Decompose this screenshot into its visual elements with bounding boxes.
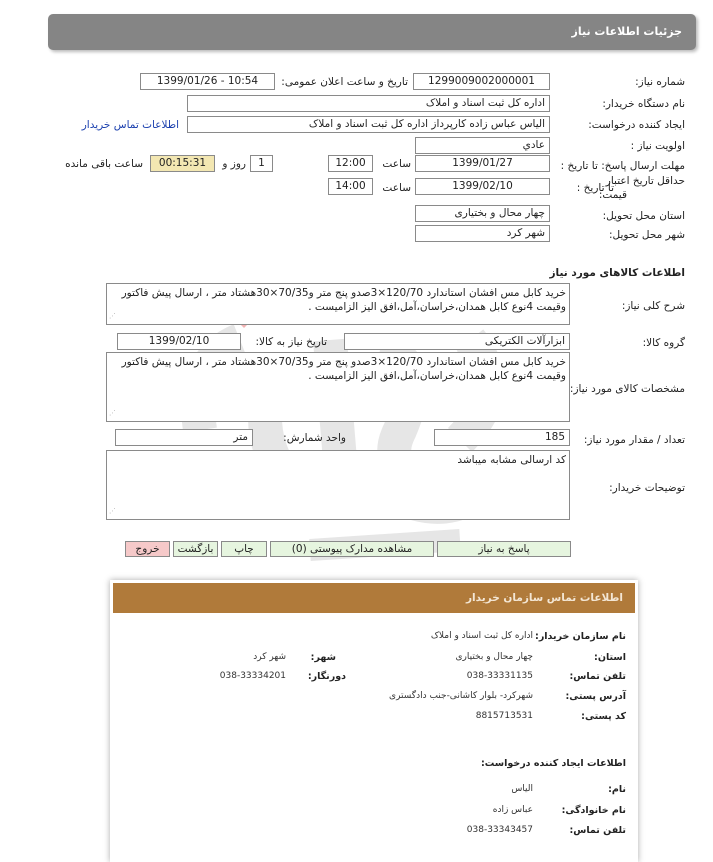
attachments-button[interactable]: مشاهده مدارک پيوستی (0) (270, 541, 434, 557)
validity-time-label: ساعت (382, 182, 411, 194)
contact-postal-value: 8815713531 (475, 711, 533, 721)
priority-field: عادي (415, 137, 550, 154)
spec-text: خريد کابل مس افشان استاندارد 120/70×3صدو پنج متر و70/35×30هشتاد متر ، ارسال پيش فاکتور وقيمت 4نوع کابل همدان،خراسان،آمل،افق اليز الزاميست . (121, 356, 566, 382)
need-number-label: شماره نياز: (635, 76, 685, 88)
buyer-desc-text: کد ارسالی مشابه ميباشد (457, 454, 566, 466)
city-field: شهر کرد (415, 225, 550, 242)
summary-label: شرح کلی نياز: (621, 300, 685, 312)
summary-text: خريد کابل مس افشان استاندارد 120/70×3صدو پنج متر و70/35×30هشتاد متر ، ارسال پيش فاکتور وقيمت 4نوع کابل همدان،خراسان،آمل،افق اليز الزاميست . (121, 287, 566, 313)
requester-phone-value: 038-33343457 (466, 825, 533, 835)
contact-city-label: شهر: (310, 652, 336, 663)
need-date-label: تاريخ نياز به کالا: (255, 336, 327, 348)
contact-address-value: شهرکرد- بلوار کاشانی-جنب دادگستری (389, 691, 533, 701)
validity-label-line2: قيمت: (598, 189, 627, 201)
contact-postal-label: کد پستی: (581, 711, 626, 722)
announce-date-field: 1399/01/26 - 10:54 (140, 73, 275, 90)
deadline-date-field: 1399/01/27 (415, 155, 550, 172)
time-remaining-field: 00:15:31 (150, 155, 215, 172)
buyer-desc-label: توضيحات خريدار: (609, 482, 685, 494)
group-label: گروه کالا: (642, 337, 685, 349)
requester-label: ايجاد کننده درخواست: (588, 119, 685, 131)
contact-fax-value: 038-33334201 (219, 671, 286, 681)
deadline-time-field: 12:00 (328, 155, 373, 172)
contact-phone-value: 038-33331135 (466, 671, 533, 681)
goods-section-title: اطلاعات کالاهای مورد نياز (549, 267, 685, 279)
contact-fax-label: دورنگار: (307, 671, 346, 682)
requester-info-title: اطلاعات ايجاد کننده درخواست: (480, 758, 626, 769)
city-label: شهر محل تحويل: (609, 229, 685, 241)
spec-field (106, 352, 570, 422)
buyer-org-label: نام دستگاه خريدار: (602, 98, 685, 110)
deadline-time-label: ساعت (382, 158, 411, 170)
province-field: چهار محال و بختياری (415, 205, 550, 222)
requester-last-name-label: نام خانوادگی: (561, 805, 626, 816)
days-label: روز و (222, 158, 246, 170)
contact-address-label: آدرس پستی: (565, 691, 626, 702)
contact-city-value: شهر کرد (253, 652, 286, 662)
group-field: ابزارآلات الکتريکی (344, 333, 570, 350)
back-button[interactable]: بازگشت (173, 541, 218, 557)
requester-phone-label: تلفن تماس: (569, 825, 626, 836)
contact-org-value: اداره کل ثبت اسناد و املاک (430, 631, 533, 641)
validity-label-line1: حداقل تاريخ اعتبار (605, 175, 685, 187)
resize-grip-icon[interactable]: ⋰ (109, 409, 116, 417)
resize-grip-icon[interactable]: ⋰ (109, 507, 116, 515)
contact-phone-label: تلفن تماس: (569, 671, 626, 682)
contact-org-label: نام سازمان خريدار: (535, 631, 626, 642)
spec-label: مشخصات کالای مورد نياز: (569, 383, 685, 395)
requester-last-name-value: عباس زاده (492, 805, 533, 815)
days-remaining-field: 1 (250, 155, 273, 172)
contact-province-label: استان: (594, 652, 626, 663)
deadline-label: مهلت ارسال پاسخ: تا تاريخ : (560, 160, 685, 172)
requester-field: الياس عباس زاده کارپرداز اداره کل ثبت اسناد و املاک (187, 116, 550, 133)
requester-first-name-value: الياس (511, 784, 533, 794)
resize-grip-icon[interactable]: ⋰ (109, 312, 116, 320)
time-remaining-label: ساعت باقی مانده (65, 158, 143, 170)
reply-button[interactable]: پاسخ به نياز (437, 541, 571, 557)
buyer-desc-field (106, 450, 570, 520)
buyer-contact-link[interactable]: اطلاعات تماس خريدار (81, 119, 179, 131)
summary-field (106, 283, 570, 325)
qty-label: تعداد / مقدار مورد نياز: (583, 434, 685, 446)
qty-field: 185 (434, 429, 570, 446)
page-title: جزئيات اطلاعات نياز (48, 14, 696, 50)
need-date-field: 1399/02/10 (117, 333, 241, 350)
exit-button[interactable]: خروج (125, 541, 170, 557)
validity-time-field: 14:00 (328, 178, 373, 195)
unit-field: متر (115, 429, 253, 446)
need-number-field: 1299009002000001 (413, 73, 550, 90)
requester-first-name-label: نام: (608, 784, 626, 795)
announce-date-label: تاريخ و ساعت اعلان عمومی: (281, 76, 408, 88)
contact-province-value: چهار محال و بختياری (455, 652, 533, 662)
province-label: استان محل تحويل: (602, 210, 685, 222)
priority-label: اولويت نياز : (630, 140, 685, 152)
contact-panel-title: اطلاعات تماس سازمان خريدار (113, 583, 635, 613)
validity-date-label: تا تاريخ : (576, 182, 614, 194)
buyer-org-field: اداره کل ثبت اسناد و املاک (187, 95, 550, 112)
validity-date-field: 1399/02/10 (415, 178, 550, 195)
buyer-contact-panel (110, 580, 638, 862)
unit-label: واحد شمارش: (283, 432, 346, 444)
print-button[interactable]: چاپ (221, 541, 267, 557)
